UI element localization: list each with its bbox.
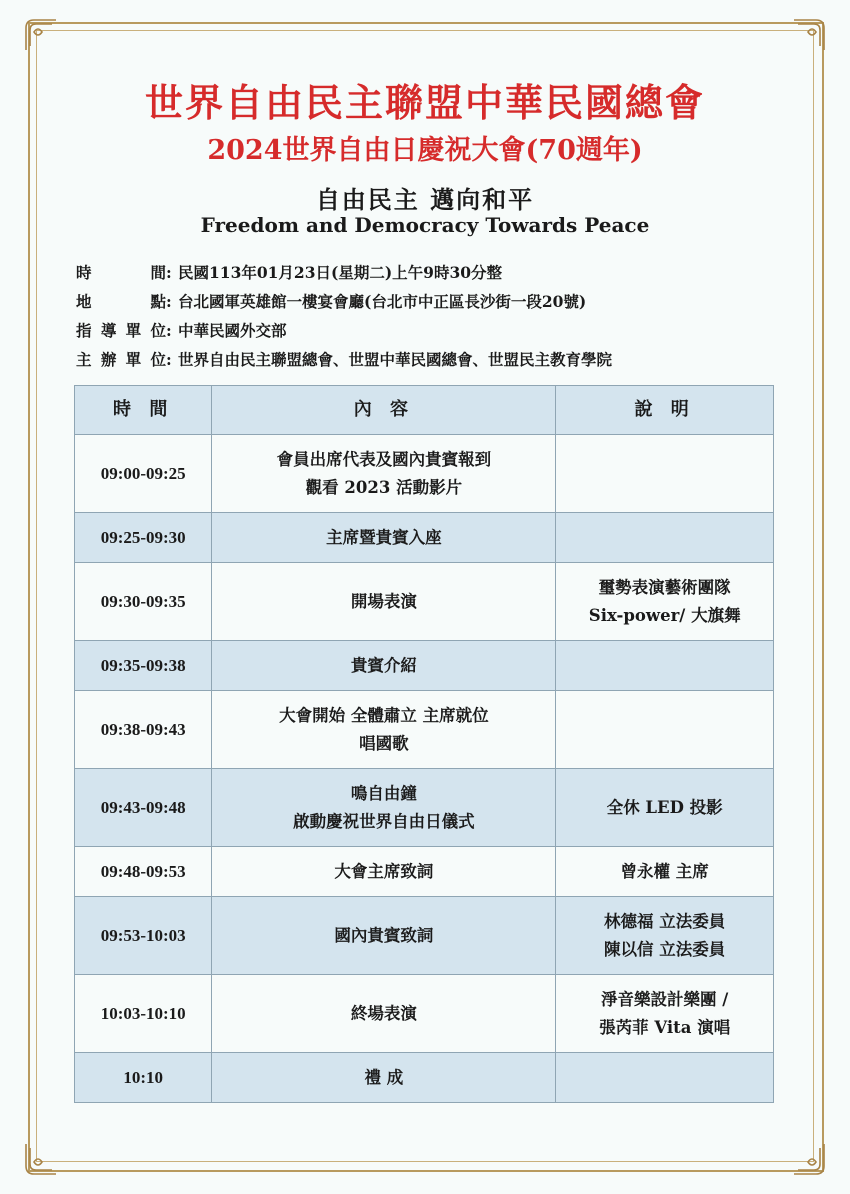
note-line: 林德福 立法委員: [604, 911, 726, 931]
corner-ornament-icon: [24, 1142, 58, 1176]
info-row-time: [76, 258, 776, 287]
cell-note: [556, 563, 774, 641]
cell-time: 09:35-09:38: [75, 641, 212, 691]
content-line: 觀看 2023 活動影片: [305, 477, 463, 497]
info-separator: :: [166, 321, 172, 340]
cell-content: [212, 435, 556, 513]
note-line: 璽勢表演藝術團隊: [598, 577, 731, 597]
content-line: 會員出席代表及國內貴賓報到: [276, 449, 492, 469]
table-row: [75, 563, 774, 641]
info-label: 地 點: [76, 292, 166, 311]
schedule-table: [74, 385, 774, 1103]
cell-content: [212, 563, 556, 641]
content-line: 終場表演: [350, 1003, 417, 1023]
info-separator: :: [166, 292, 172, 311]
info-label: 時 間: [76, 263, 166, 282]
theme-chinese: 自由民主 邁向和平: [315, 185, 535, 214]
cell-note: [556, 435, 774, 513]
table-row: [75, 897, 774, 975]
content-line: 禮 成: [364, 1067, 404, 1087]
info-value: 台北國軍英雄館一樓宴會廳(台北市中正區長沙街一段20號): [178, 292, 587, 311]
cell-time: 09:53-10:03: [75, 897, 212, 975]
info-row-organizer: [76, 345, 776, 374]
table-row: [75, 975, 774, 1053]
table-header-row: [75, 386, 774, 435]
table-row: [75, 435, 774, 513]
content-line: 主席暨貴賓入座: [326, 527, 442, 547]
header-note: 說 明: [556, 386, 774, 435]
content-line: 貴賓介紹: [350, 655, 417, 675]
header-content: 內 容: [212, 386, 556, 435]
cell-content: [212, 975, 556, 1053]
cell-note: [556, 513, 774, 563]
info-row-location: [76, 287, 776, 316]
table-row: [75, 513, 774, 563]
cell-note: [556, 641, 774, 691]
content-line: 唱國歌: [359, 733, 409, 753]
info-label: 主辦單位: [76, 350, 166, 369]
note-line: 陳以信 立法委員: [604, 939, 726, 959]
cell-note: [556, 1053, 774, 1103]
corner-ornament-icon: [24, 18, 58, 52]
table-row: [75, 641, 774, 691]
info-separator: :: [166, 350, 172, 369]
content-line: 大會開始 全體肅立 主席就位: [279, 705, 489, 725]
cell-time: 09:38-09:43: [75, 691, 212, 769]
info-row-supervisor: [76, 316, 776, 345]
table-row: [75, 847, 774, 897]
note-line: 張芮菲 Vita 演唱: [599, 1017, 731, 1037]
theme-english: Freedom and Democracy Towards Peace: [200, 213, 650, 237]
cell-note: [556, 691, 774, 769]
note-line: 淨音樂設計樂團 /: [601, 989, 729, 1009]
cell-content: [212, 769, 556, 847]
corner-ornament-icon: [792, 18, 826, 52]
cell-note: [556, 975, 774, 1053]
table-row: [75, 691, 774, 769]
info-value: 中華民國外交部: [178, 321, 287, 340]
cell-content: [212, 847, 556, 897]
page-title: 世界自由民主聯盟中華民國總會: [144, 80, 705, 125]
cell-note: [556, 897, 774, 975]
content-line: 國內貴賓致詞: [334, 925, 434, 945]
cell-content: [212, 691, 556, 769]
cell-time: 10:03-10:10: [75, 975, 212, 1053]
table-row: [75, 1053, 774, 1103]
table-row: [75, 769, 774, 847]
info-value: 民國113年01月23日(星期二)上午9時30分整: [178, 263, 503, 282]
info-label: 指導單位: [76, 321, 166, 340]
cell-time: 09:43-09:48: [75, 769, 212, 847]
cell-time: 09:30-09:35: [75, 563, 212, 641]
header-time: 時 間: [75, 386, 212, 435]
corner-ornament-icon: [792, 1142, 826, 1176]
info-value: 世界自由民主聯盟總會、世盟中華民國總會、世盟民主教育學院: [178, 350, 613, 369]
cell-content: [212, 1053, 556, 1103]
cell-time: 09:25-09:30: [75, 513, 212, 563]
cell-time: 10:10: [75, 1053, 212, 1103]
note-line: 曾永權 主席: [620, 861, 709, 881]
note-line: Six-power/ 大旗舞: [588, 605, 741, 625]
cell-note: [556, 769, 774, 847]
cell-time: 09:00-09:25: [75, 435, 212, 513]
content-line: 大會主席致詞: [334, 861, 434, 881]
cell-note: [556, 847, 774, 897]
cell-content: [212, 513, 556, 563]
content-line: 鳴自由鐘: [350, 783, 417, 803]
event-info: [76, 258, 776, 374]
event-subtitle: 2024世界自由日慶祝大會(70週年): [207, 135, 643, 166]
cell-time: 09:48-09:53: [75, 847, 212, 897]
note-line: 全休 LED 投影: [606, 797, 723, 817]
cell-content: [212, 641, 556, 691]
content-line: 開場表演: [350, 591, 417, 611]
cell-content: [212, 897, 556, 975]
content-line: 啟動慶祝世界自由日儀式: [293, 811, 475, 831]
info-separator: :: [166, 263, 172, 282]
